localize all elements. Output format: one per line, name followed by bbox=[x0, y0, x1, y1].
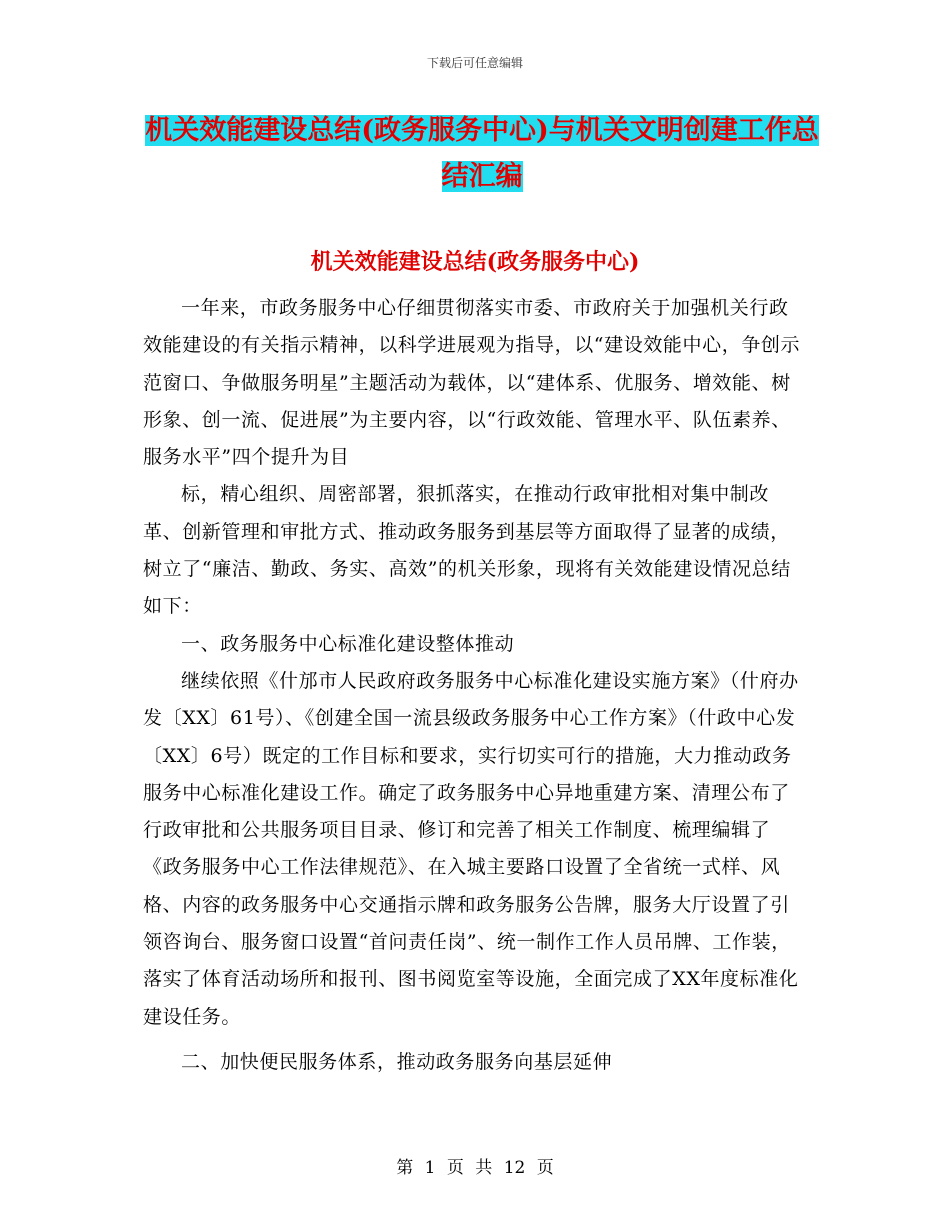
paragraph-intro-continued: 标，精心组织、周密部署，狠抓落实，在推动行政审批相对集中制改革、创新管理和审批方式、推动政务服务到基层等方面取得了显著的成绩，树立了“廉洁、勤政、务实、高效”的机关形象，现将有关效能建设情况总结如下： bbox=[143, 483, 791, 618]
section-title: 机关效能建设总结(政务服务中心) bbox=[310, 249, 640, 275]
header-note: 下载后可任意编辑 bbox=[426, 56, 523, 70]
paragraph-intro: 一年来，市政务服务中心仔细贯彻落实市委、市政府关于加强机关行政效能建设的有关指示精神，以科学进展观为指导，以“建设效能中心，争创示范窗口、争做服务明星”主题活动为载体，以“建体系、优服务、增效能、树形象、创一流、促进展”为主要内容，以“行政效能、管理水平、队伍素养、服务水平”四个提升为目 bbox=[143, 297, 801, 469]
document-title-text: 机关效能建设总结(政务服务中心)与机关文明创建工作总结汇编 bbox=[145, 115, 819, 192]
paragraph-section-1: 继续依照《什邡市人民政府政务服务中心标准化建设实施方案》（什府办发〔XX〕61号）、《创建全国一流县级政务服务中心工作方案》（什政中心发〔XX〕6号）既定的工作目标和要求，实行切实可行的措施，大力推动政务服务中心标准化建设工作。确定了政务服务中心异地重建方案、清理公布了行政审批和公共服务项目目录、修订和完善了相关工作制度、梳理编辑了《政务服务中心工作法律规范》、在入城主要路口设置了全省统一式样、风格、内容的政务服务中心交通指示牌和政务服务公告牌，服务大厅设置了引领咨询台、服务窗口设置“首问责任岗”、统一制作工作人员吊牌、工作装，落实了体育活动场所和报刊、图书阅览室等设施，全面完成了XX年度标准化建设任务。 bbox=[143, 669, 799, 1028]
heading-section-1: 一、政务服务中心标准化建设整体推动 bbox=[181, 632, 515, 655]
heading-section-2: 二、加快便民服务体系，推动政务服务向基层延伸 bbox=[181, 1050, 613, 1073]
document-body bbox=[143, 290, 805, 1081]
document-title bbox=[142, 108, 822, 200]
page-number: 第 1 页 共 12 页 bbox=[396, 1158, 554, 1178]
